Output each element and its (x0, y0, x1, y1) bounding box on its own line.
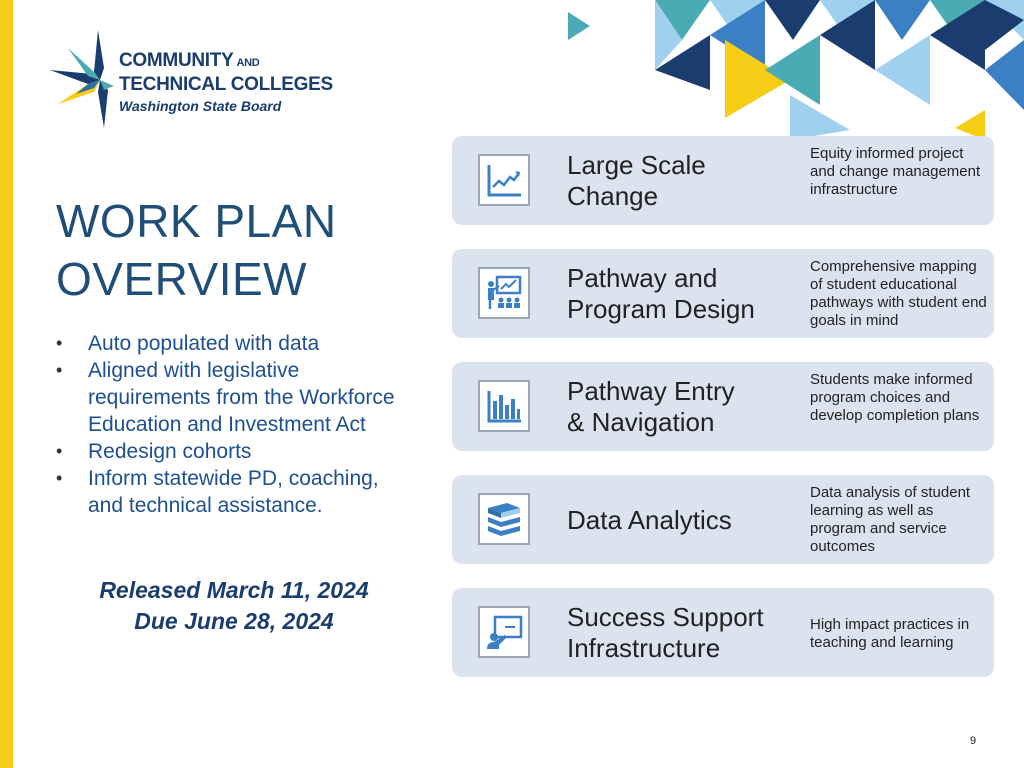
card-success-support-infrastructure (452, 588, 994, 677)
bullet-item: • Redesign cohorts (56, 438, 416, 465)
card-title-line2: Change (567, 181, 659, 211)
decorative-triangles (560, 0, 1024, 140)
card-icon-box (478, 154, 530, 206)
logo-washington-state-board: Washington State Board (119, 98, 282, 114)
card-icon-box (478, 267, 530, 319)
bar-chart-icon (485, 387, 523, 425)
card-icon-box (478, 380, 530, 432)
star-burst-icon (48, 28, 116, 133)
card-title-line2: & Navigation (567, 407, 715, 437)
page-title (56, 192, 337, 308)
card-title-line2: Program Design (567, 294, 755, 324)
card-title-line1: Data Analytics (567, 505, 732, 535)
card-description: Equity informed project and change management infrastructure (810, 145, 981, 198)
card-title (567, 505, 787, 536)
card-title-line1: Large Scale (567, 150, 706, 180)
bullet-item: • Aligned with legislative requirements from the Workforce Education and Investment Act (56, 357, 416, 438)
card-icon-box (478, 493, 530, 545)
card-data-analytics (452, 475, 994, 564)
title-line1: WORK PLAN (56, 195, 337, 247)
bullet-list (56, 330, 416, 519)
card-pathway-program-design (452, 249, 994, 338)
title-line2: OVERVIEW (56, 253, 308, 305)
logo-technical-colleges: TECHNICAL COLLEGES (119, 74, 333, 95)
logo (48, 28, 348, 138)
book-stack-icon (485, 500, 523, 538)
teacher-board-icon (485, 613, 523, 651)
page-number: 9 (970, 735, 977, 747)
card-icon-box (478, 606, 530, 658)
card-title-line1: Pathway Entry (567, 376, 735, 406)
presenter-icon (485, 274, 523, 312)
logo-text (119, 50, 333, 116)
released-date: Released March 11, 2024 (99, 577, 369, 603)
logo-line1: COMMUNITY (119, 50, 234, 71)
card-pathway-entry-navigation (452, 362, 994, 451)
card-description: Data analysis of student learning as well as program and service outcomes (810, 484, 971, 555)
bullet-item: • Inform statewide PD, coaching, and technical assistance. (56, 465, 416, 519)
logo-and: AND (236, 57, 260, 69)
card-title (567, 263, 787, 325)
card-title-line1: Success Support (567, 602, 764, 632)
card-title (567, 376, 787, 438)
line-chart-icon (485, 161, 523, 199)
card-title-line1: Pathway and (567, 263, 718, 293)
card-large-scale-change (452, 136, 994, 225)
card-title-line2: Infrastructure (567, 633, 721, 663)
card-description: Students make informed program choices and develop completion plans (810, 371, 980, 424)
card-description: Comprehensive mapping of student educational pathways with student end goals in mind (810, 258, 987, 329)
card-title (567, 602, 787, 664)
card-title (567, 150, 787, 212)
due-date: Due June 28, 2024 (134, 608, 334, 634)
release-dates (56, 575, 412, 637)
left-accent-bar (0, 0, 13, 768)
card-description: High impact practices in teaching and learning (810, 616, 970, 651)
bullet-item: • Auto populated with data (56, 330, 416, 357)
logo-community (119, 50, 333, 74)
